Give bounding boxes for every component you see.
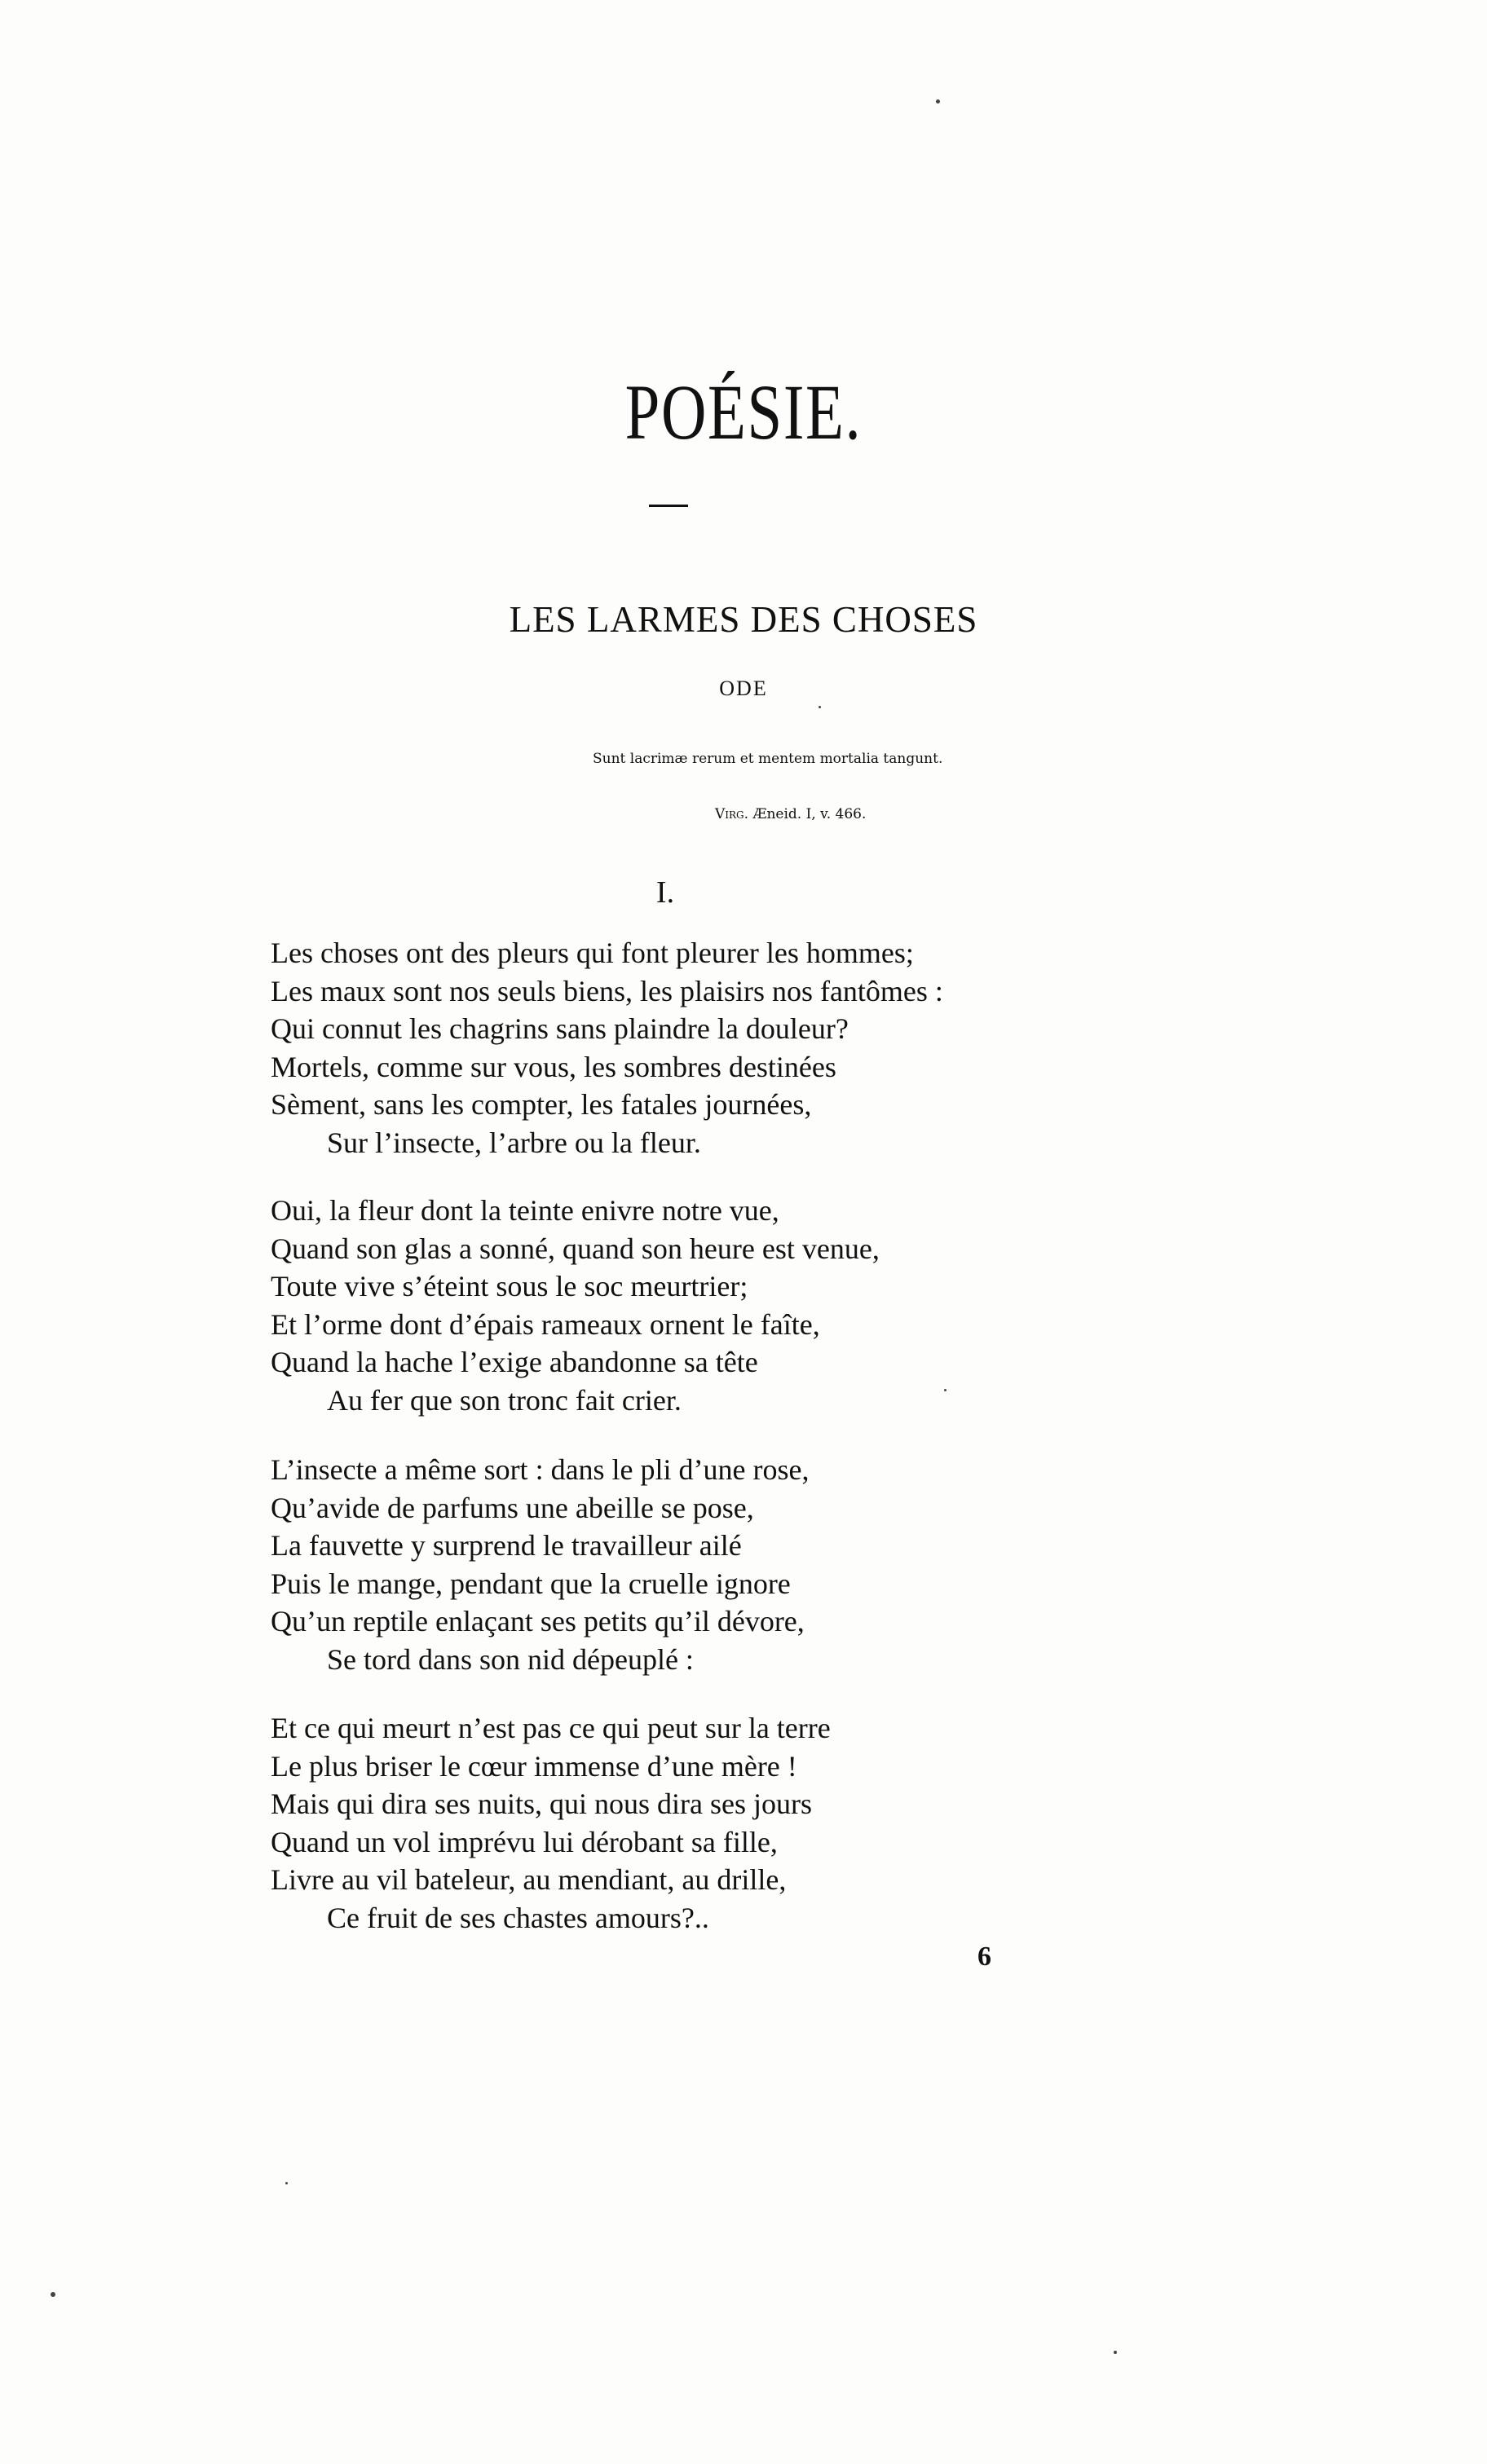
verse: Qu’un reptile enlaçant ses petits qu’il dévore, (271, 1605, 805, 1638)
epigraph-source: Æneid. I, v. 466. (752, 806, 867, 822)
stanza-4 (271, 1709, 1086, 1937)
verse: Qui connut les chagrins sans plaindre la douleur? (271, 1012, 849, 1045)
verse: Mais qui dira ses nuits, qui nous dira ses jours (271, 1787, 812, 1820)
verse: Et l’orme dont d’épais rameaux ornent le faîte, (271, 1307, 820, 1341)
verse: Ce fruit de ses chastes amours?.. (327, 1901, 709, 1934)
verse: Livre au vil bateleur, au mendiant, au drille, (271, 1863, 787, 1896)
verse: La fauvette y surprend le travailleur ailé (271, 1529, 742, 1562)
epigraph-author: Virg. (715, 806, 749, 822)
verse: Quand la hache l’exige abandonne sa tête (271, 1346, 758, 1378)
scan-speck (1114, 2351, 1117, 2354)
verse: Les choses ont des pleurs qui font pleurer les hommes; (271, 937, 914, 969)
verse: Quand son glas a sonné, quand son heure est venue, (271, 1232, 880, 1265)
verse: Toute vive s’éteint sous le soc meurtrier; (271, 1270, 748, 1303)
epigraph-attribution (715, 808, 866, 822)
verse: Et ce qui meurt n’est pas ce qui peut sur la terre (271, 1712, 831, 1744)
poem-title: LES LARMES DES CHOSES (509, 599, 978, 640)
verse: Au fer que son tronc fait crier. (327, 1383, 682, 1417)
scan-speck (51, 2292, 55, 2297)
stanza-1 (271, 934, 1086, 1161)
verse: Qu’avide de parfums une abeille se pose, (271, 1491, 754, 1524)
stanza-2 (271, 1192, 1086, 1419)
scan-speck (944, 1389, 946, 1391)
stanza-3 (271, 1451, 1086, 1678)
page-mark: 6 (977, 1942, 991, 1972)
scan-speck (936, 99, 940, 104)
verse: Puis le mange, pendant que la cruelle ignore (271, 1567, 791, 1600)
verse: Quand un vol imprévu lui dérobant sa fille, (271, 1825, 778, 1858)
verse: Sur l’insecte, l’arbre ou la fleur. (327, 1126, 701, 1159)
verse: Sèment, sans les compter, les fatales journées, (271, 1088, 812, 1121)
verse: L’insecte a même sort : dans le pli d’une rose, (271, 1453, 810, 1486)
epigraph-quote: Sunt lacrimæ rerum et mentem mortalia tangunt. (593, 751, 943, 767)
verse: Oui, la fleur dont la teinte enivre notre vue, (271, 1194, 779, 1227)
section-title: POÉSIE. (624, 368, 863, 456)
poem-genre: ODE (719, 677, 768, 700)
verse: Mortels, comme sur vous, les sombres destinées (271, 1050, 836, 1083)
title-rule (649, 505, 688, 507)
scan-speck (285, 2182, 288, 2184)
verse: Les maux sont nos seuls biens, les plaisirs nos fantômes : (271, 974, 943, 1007)
verse: Le plus briser le cœur immense d’une mère ! (271, 1749, 797, 1783)
scan-speck (819, 706, 821, 708)
verse: Se tord dans son nid dépeuplé : (327, 1642, 694, 1676)
part-number: I. (655, 875, 675, 910)
